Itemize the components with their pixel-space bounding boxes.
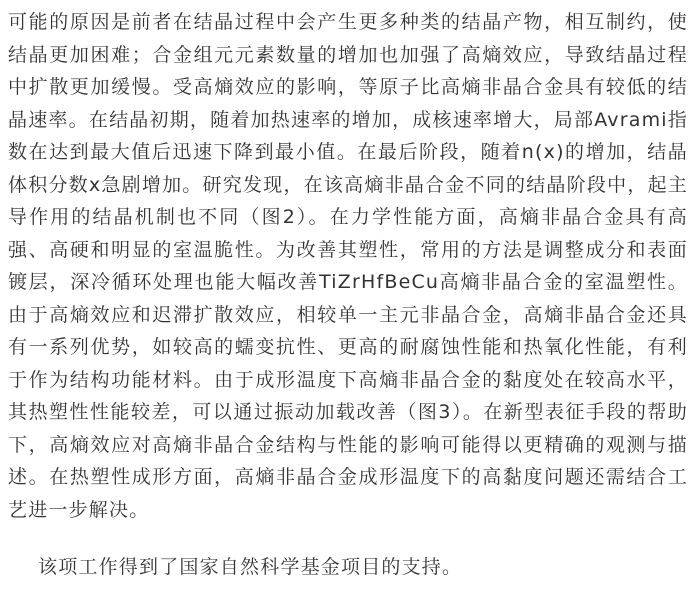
- article-body: [8, 6, 688, 584]
- body-paragraph: 可能的原因是前者在结晶过程中会产生更多种类的结晶产物，相互制约，使结晶更加困难；合金组元元素数量的增加也加强了高熵效应，导致结晶过程中扩散更加缓慢。受高熵效应的影响，等原子比高熵非晶合金具有较低的结晶速率。在结晶初期，随着加热速率的增加，成核速率增大，局部Avrami指数在达到最大值后迅速下降到最小值。在最后阶段，随着n(x)的增加，结晶体积分数x急剧增加。研究发现，在该高熵非晶合金不同的结晶阶段中，起主导作用的结晶机制也不同（图2）。在力学性能方面，高熵非晶合金具有高强、高硬和明显的室温脆性。为改善其塑性，常用的方法是调整成分和表面镀层，深冷循环处理也能大幅改善TiZrHfBeCu高熵非晶合金的室温塑性。由于高熵效应和迟滞扩散效应，相较单一主元非晶合金，高熵非晶合金还具有一系列优势，如较高的蠕变抗性、更高的耐腐蚀性能和热氧化性能，有利于作为结构功能材料。由于成形温度下高熵非晶合金的黏度处在较高水平，其热塑性性能较差，可以通过振动加载改善（图3）。在新型表征手段的帮助下，高熵效应对高熵非晶合金结构与性能的影响可能得以更精确的观测与描述。在热塑性成形方面，高熵非晶合金成形温度下的高黏度问题还需结合工艺进一步解决。: [8, 11, 688, 521]
- funding-acknowledgement: 该项工作得到了国家自然科学基金项目的支持。: [38, 556, 463, 578]
